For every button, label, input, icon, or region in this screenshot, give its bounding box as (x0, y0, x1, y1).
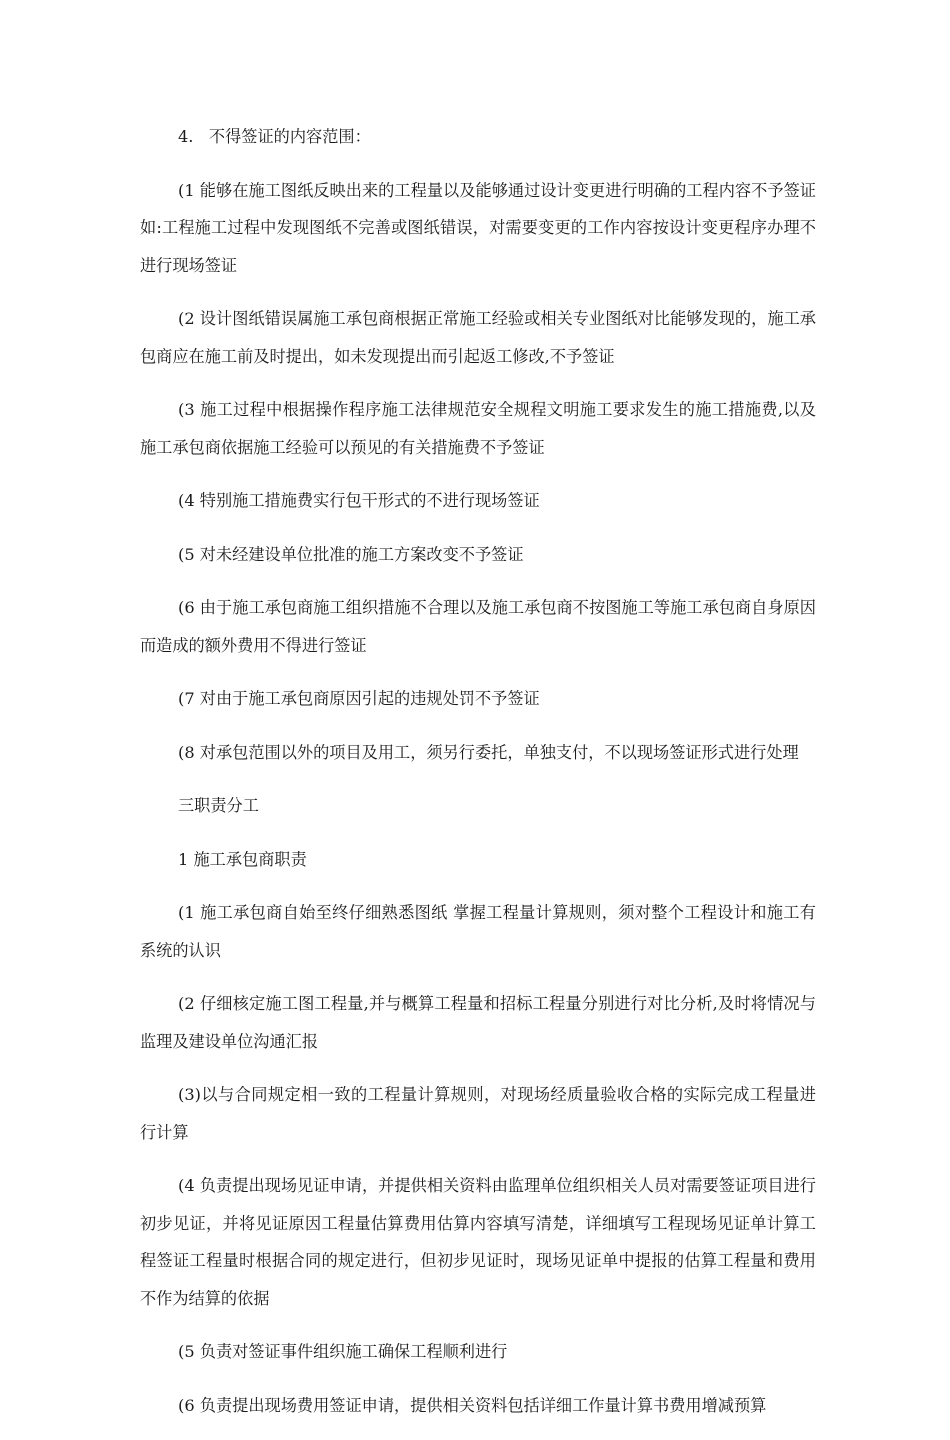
subsection-heading-1: 1 施工承包商职责 (178, 849, 307, 869)
clause-8: (8 对承包范围以外的项目及用工，须另行委托，单独支付，不以现场签证形式进行处理 (178, 742, 799, 762)
duty-5: (5 负责对签证事件组织施工确保工程顺利进行 (178, 1342, 508, 1361)
clause-1: (1 能够在施工图纸反映出来的工程量以及能够通过设计变更进行明确的工程内容不予签证如:工程施工过程中发现图纸不完善或图纸错误，对需要变更的工作内容按设计变更程序办理不进行现场签证 (140, 180, 816, 275)
clause-2: (2 设计图纸错误属施工承包商根据正常施工经验或相关专业图纸对比能够发现的，施工承包商应在施工前及时提出，如未发现提出而引起返工修改,不予签证 (140, 309, 816, 366)
duty-2: (2 仔细核定施工图工程量,并与概算工程量和招标工程量分别进行对比分析,及时将情况与监理及建设单位沟通汇报 (140, 994, 816, 1051)
duty-3: (3)以与合同规定相一致的工程量计算规则，对现场经质量验收合格的实际完成工程量进行计算 (140, 1085, 816, 1142)
clause-3: (3 施工过程中根据操作程序施工法律规范安全规程文明施工要求发生的施工措施费,以及施工承包商依据施工经验可以预见的有关措施费不予签证 (140, 400, 816, 457)
clause-4: (4 特别施工措施费实行包干形式的不进行现场签证 (178, 491, 540, 510)
clause-7: (7 对由于施工承包商原因引起的违规处罚不予签证 (178, 689, 540, 708)
section-heading-4: 4. 不得签证的内容范围： (178, 127, 371, 146)
section-heading-3: 三职责分工 (178, 796, 259, 815)
duty-6: (6 负责提出现场费用签证申请，提供相关资料包括详细工作量计算书费用增减预算 (178, 1395, 767, 1415)
duty-1: (1 施工承包商自始至终仔细熟悉图纸 掌握工程量计算规则，须对整个工程设计和施工有系统的认识 (140, 903, 816, 960)
clause-6: (6 由于施工承包商施工组织措施不合理以及施工承包商不按图施工等施工承包商自身原因而造成的额外费用不得进行签证 (140, 598, 816, 655)
duty-4: (4 负责提出现场见证申请，并提供相关资料由监理单位组织相关人员对需要签证项目进行初步见证，并将见证原因工程量估算费用估算内容填写清楚，详细填写工程现场见证单计算工程签证工程量时根据合同的规定进行，但初步见证时，现场见证单中提报的估算工程量和费用不作为结算的依据 (140, 1176, 816, 1308)
clause-5: (5 对未经建设单位批准的施工方案改变不予签证 (178, 544, 524, 564)
document-body (140, 118, 816, 1440)
